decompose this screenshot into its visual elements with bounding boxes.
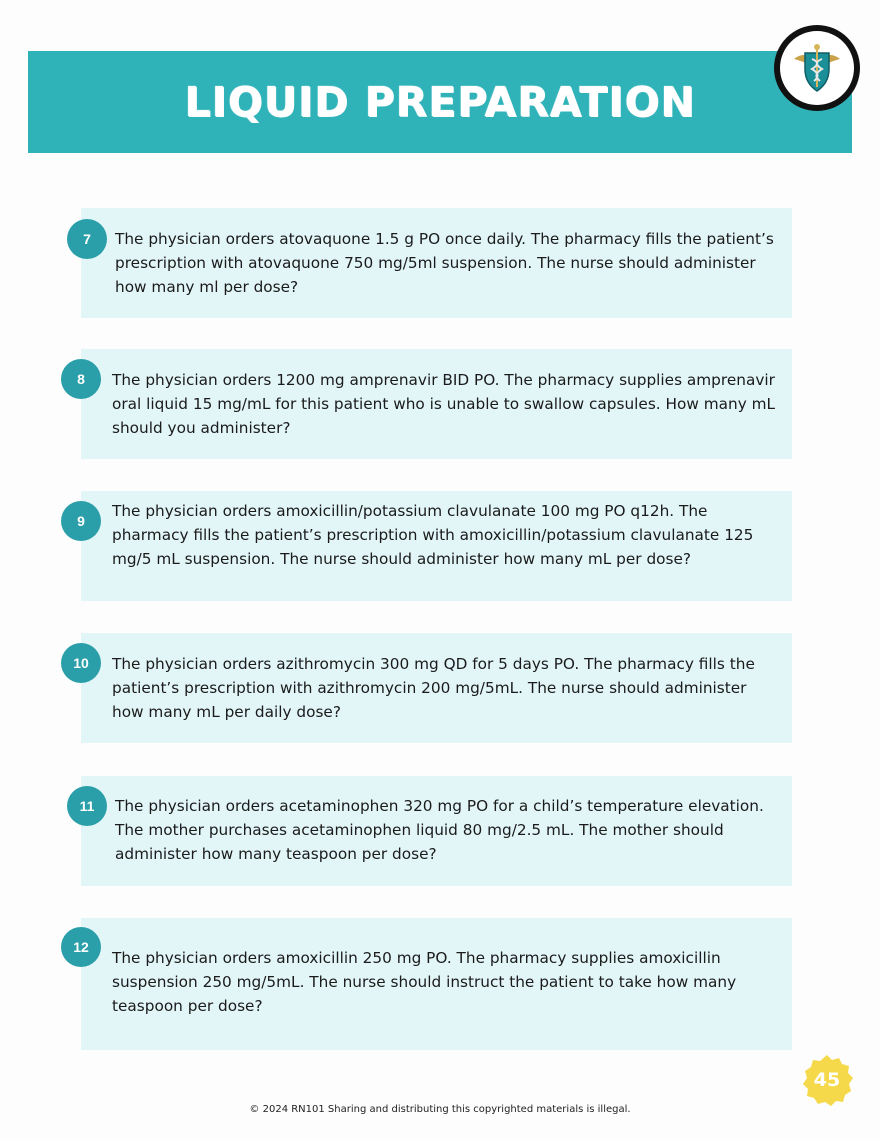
question-text: The physician orders acetaminophen 320 mg PO for a child’s temperature elevation. The mother purchases acetaminophen liquid 80 mg/2.5 mL. The mother should administer how many teaspoon per dose? — [115, 797, 764, 863]
caduceus-shield-icon — [774, 25, 860, 111]
question-number-badge: 7 — [67, 219, 107, 259]
question-number-badge: 9 — [61, 501, 101, 541]
question-text: The physician orders amoxicillin/potassium clavulanate 100 mg PO q12h. The pharmacy fills the patient’s prescription with amoxicillin/potassium clavulanate 125 mg/5 mL suspension. The nurse should administer how many mL per dose? — [112, 502, 754, 568]
question-text: The physician orders atovaquone 1.5 g PO once daily. The pharmacy fills the patient’s prescription with atovaquone 750 mg/5ml suspension. The nurse should administer how many ml per dose? — [115, 230, 774, 296]
question-number-badge: 10 — [61, 643, 101, 683]
question-number-badge: 12 — [61, 927, 101, 967]
page-title: LIQUID PREPARATION — [184, 78, 696, 126]
question-number-badge: 11 — [67, 786, 107, 826]
page-number-badge — [801, 1054, 853, 1106]
question-text: The physician orders 1200 mg amprenavir BID PO. The pharmacy supplies amprenavir oral liquid 15 mg/mL for this patient who is unable to swallow capsules. How many mL should you administer? — [112, 371, 776, 437]
question-number-badge: 8 — [61, 359, 101, 399]
header-banner — [28, 51, 852, 153]
question-text: The physician orders amoxicillin 250 mg PO. The pharmacy supplies amoxicillin suspension 250 mg/5mL. The nurse should instruct the patient to take how many teaspoon per dose? — [112, 949, 737, 1015]
question-text: The physician orders azithromycin 300 mg QD for 5 days PO. The pharmacy fills the patient’s prescription with azithromycin 200 mg/5mL. The nurse should administer how many mL per daily dose? — [112, 655, 755, 721]
page-number: 45 — [813, 1069, 841, 1091]
copyright-footer: © 2024 RN101 Sharing and distributing this copyrighted materials is illegal. — [249, 1104, 631, 1115]
